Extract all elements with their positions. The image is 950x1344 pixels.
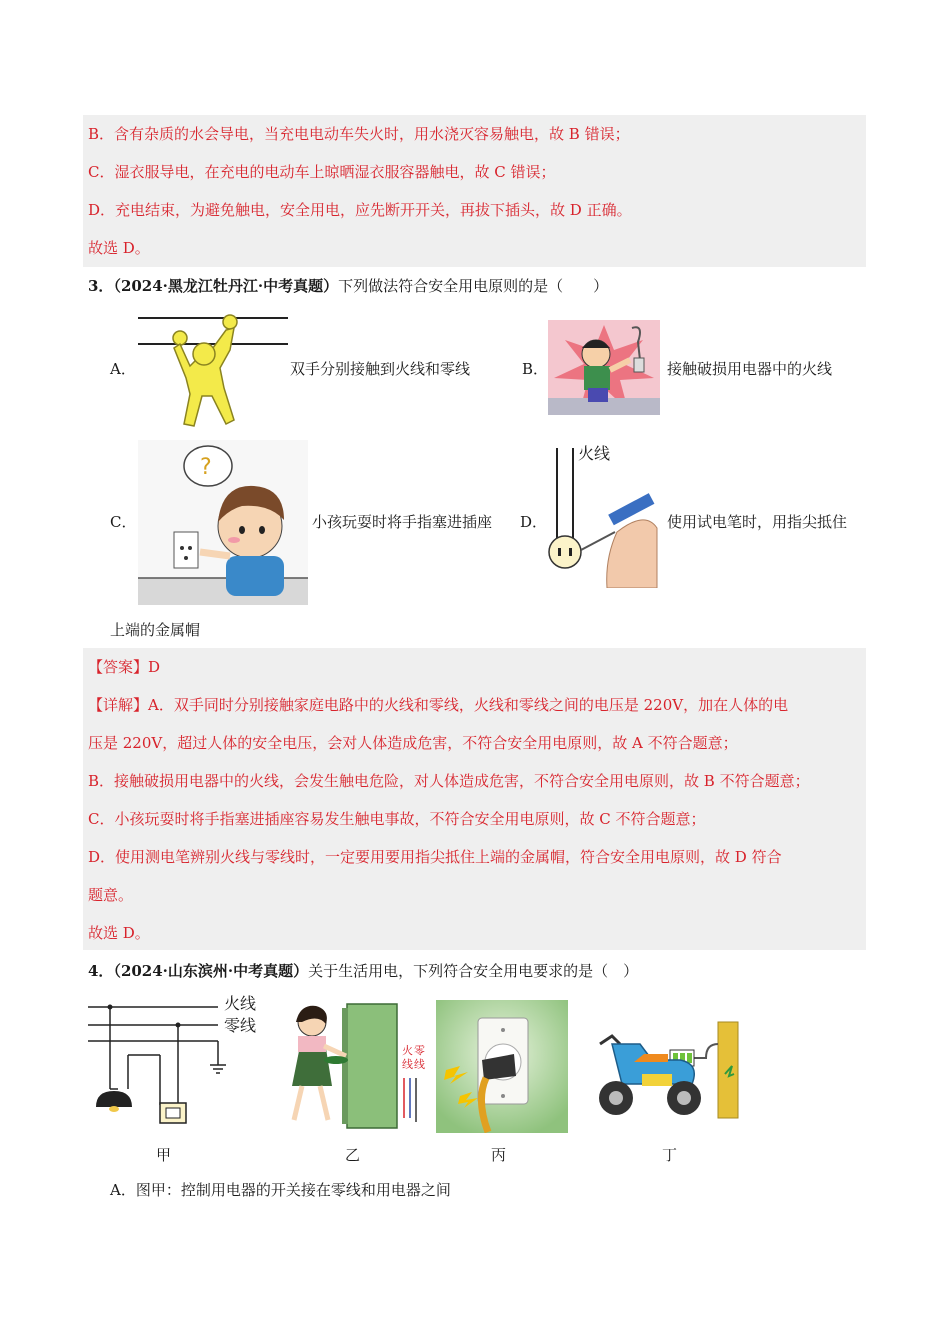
q3-detail-text-1: A．双手同时分别接触家庭电路中的火线和零线，火线和零线之间的电压是 220V，加在人体的电 bbox=[148, 696, 789, 714]
prev-answer-line-b: B．含有杂质的水会导电，当充电电动车失火时，用水浇灭容易触电，故 B 错误； bbox=[88, 125, 630, 143]
q4-yi-label-2: 零 bbox=[414, 1044, 425, 1057]
q3-stem-text: 下列做法符合安全用电原则的是（ ） bbox=[338, 277, 609, 295]
q3-detail-line-1 bbox=[88, 695, 788, 715]
q3-option-d-fig-label: 火线 bbox=[578, 444, 611, 463]
q4-stem bbox=[88, 961, 638, 981]
q3-option-c-label: C． bbox=[110, 513, 137, 531]
q3-option-b-label: B． bbox=[522, 360, 549, 378]
q3-option-d-text: 使用试电笔时，用指尖抵住 bbox=[667, 513, 848, 531]
q4-yi-caption: 乙 bbox=[345, 1146, 361, 1164]
q3-option-b-figure bbox=[548, 320, 660, 415]
q4-yi-label-4: 线 bbox=[414, 1058, 425, 1071]
q3-detail-line-2: 压是 220V，超过人体的安全电压，会对人体造成危害，不符合安全用电原则，故 A 不符合题意； bbox=[88, 734, 738, 752]
q3-source: （2024·黑龙江牡丹江·中考真题） bbox=[113, 277, 339, 295]
q3-option-d-label: D． bbox=[520, 513, 548, 531]
q4-stem-text: 关于生活用电，下列符合安全用电要求的是（ ） bbox=[308, 962, 639, 980]
q3-option-a-label: A． bbox=[110, 360, 136, 378]
q4-jia-caption: 甲 bbox=[156, 1146, 172, 1164]
q4-option-a: A．图甲：控制用电器的开关接在零线和用电器之间 bbox=[110, 1181, 451, 1199]
q3-answer-tag: 【答案】 bbox=[88, 658, 149, 676]
q3-option-c-figure bbox=[138, 440, 308, 605]
q4-figure-bing bbox=[436, 1000, 568, 1133]
q3-answer-value: D bbox=[148, 658, 161, 676]
q3-option-b-text: 接触破损用电器中的火线 bbox=[667, 360, 833, 378]
q4-yi-label-1: 火 bbox=[402, 1044, 413, 1057]
prev-answer-conclusion: 故选 D。 bbox=[88, 239, 150, 257]
q3-option-c-text: 小孩玩耍时将手指塞进插座 bbox=[312, 513, 493, 531]
q3-answer-box bbox=[83, 648, 866, 950]
q3-stem bbox=[88, 276, 608, 296]
q4-ding-caption: 丁 bbox=[662, 1146, 678, 1164]
q3-detail-conclusion: 故选 D。 bbox=[88, 924, 150, 942]
q4-source: （2024·山东滨州·中考真题） bbox=[113, 962, 309, 980]
q3-detail-line-6: 题意。 bbox=[88, 886, 134, 904]
q3-option-a-figure bbox=[138, 308, 288, 433]
q3-number: 3． bbox=[88, 277, 114, 295]
q4-bing-caption: 丙 bbox=[491, 1146, 507, 1164]
q4-jia-live-label: 火线 bbox=[224, 994, 257, 1013]
q3-detail-line-5: D．使用测电笔辨别火线与零线时，一定要用要用指尖抵住上端的金属帽，符合安全用电原则，故 D 符合 bbox=[88, 848, 782, 866]
q3-detail-line-4: C．小孩玩耍时将手指塞进插座容易发生触电事故，不符合安全用电原则，故 C 不符合题意； bbox=[88, 810, 706, 828]
q4-yi-label-3: 线 bbox=[402, 1058, 413, 1071]
q3-detail-line-3: B．接触破损用电器中的火线，会发生触电危险，对人体造成危害，不符合安全用电原则，故 B 不符合题意； bbox=[88, 772, 810, 790]
svg-text:?: ? bbox=[200, 455, 212, 480]
q3-detail-tag: 【详解】 bbox=[88, 696, 149, 714]
prev-answer-line-d: D．充电结束，为避免触电，安全用电，应先断开开关，再拔下插头，故 D 正确。 bbox=[88, 201, 632, 219]
q3-option-d-text-cont: 上端的金属帽 bbox=[110, 621, 201, 639]
q3-answer bbox=[88, 657, 160, 677]
q4-figure-ding bbox=[582, 1014, 742, 1124]
q4-figure-jia bbox=[88, 995, 258, 1125]
q4-jia-neutral-label: 零线 bbox=[224, 1016, 257, 1035]
prev-answer-line-c: C．湿衣服导电，在充电的电动车上晾晒湿衣服容器触电，故 C 错误； bbox=[88, 163, 556, 181]
q3-option-a-text: 双手分别接触到火线和零线 bbox=[290, 360, 471, 378]
q4-number: 4． bbox=[88, 962, 114, 980]
